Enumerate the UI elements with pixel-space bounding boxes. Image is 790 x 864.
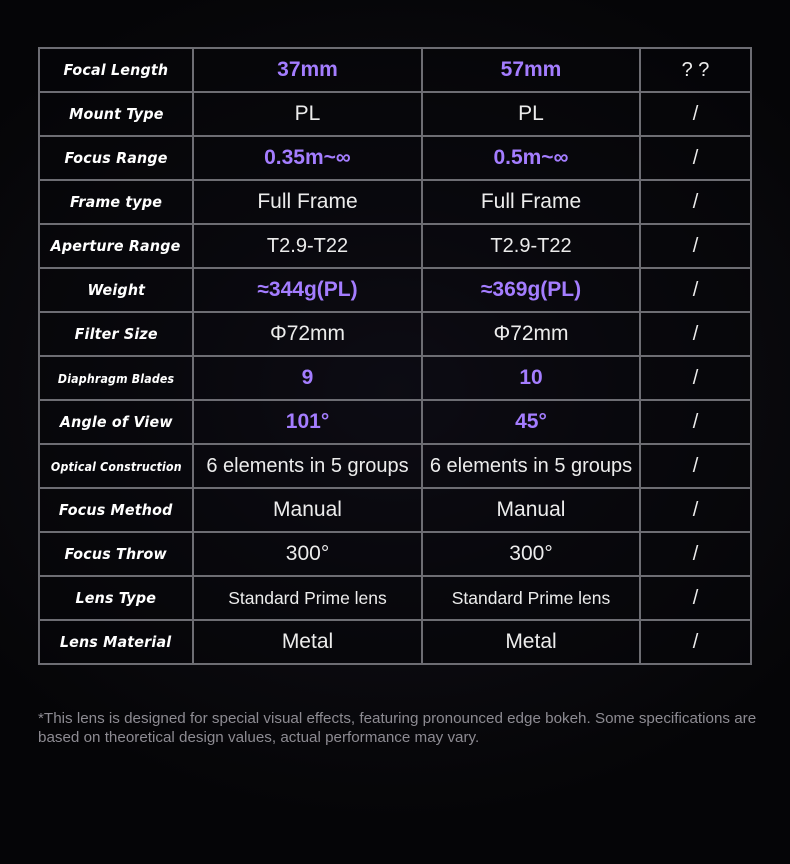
cell-col1: Φ72mm <box>193 312 422 356</box>
table-row <box>39 268 751 312</box>
table-row <box>39 532 751 576</box>
cell-col2: Metal <box>422 620 640 664</box>
cell-col3: / <box>640 180 751 224</box>
cell-col3: / <box>640 136 751 180</box>
cell-col1: Manual <box>193 488 422 532</box>
cell-col2: Standard Prime lens <box>422 576 640 620</box>
cell-col3: / <box>640 444 751 488</box>
cell-col2: ≈369g(PL) <box>422 268 640 312</box>
cell-col2: Manual <box>422 488 640 532</box>
cell-col2: PL <box>422 92 640 136</box>
cell-col3: / <box>640 488 751 532</box>
table-row <box>39 224 751 268</box>
cell-col3: / <box>640 400 751 444</box>
cell-col1: Metal <box>193 620 422 664</box>
cell-col2: 57mm <box>422 48 640 92</box>
row-label: Frame type <box>39 180 193 224</box>
cell-col1: 0.35m~∞ <box>193 136 422 180</box>
cell-col2: T2.9-T22 <box>422 224 640 268</box>
cell-col3: / <box>640 312 751 356</box>
table-row-focal-length <box>39 48 751 92</box>
table-row <box>39 356 751 400</box>
cell-col2: 45° <box>422 400 640 444</box>
table-row <box>39 576 751 620</box>
table-row <box>39 312 751 356</box>
cell-col3: / <box>640 224 751 268</box>
row-label: Optical Construction <box>39 444 193 488</box>
cell-col1: T2.9-T22 <box>193 224 422 268</box>
cell-col3: / <box>640 268 751 312</box>
row-label: Lens Material <box>39 620 193 664</box>
table-row <box>39 136 751 180</box>
table-row <box>39 400 751 444</box>
cell-col2: 6 elements in 5 groups <box>422 444 640 488</box>
row-label: Lens Type <box>39 576 193 620</box>
cell-col3: / <box>640 532 751 576</box>
table-row <box>39 444 751 488</box>
cell-col3: / <box>640 576 751 620</box>
cell-col2: Φ72mm <box>422 312 640 356</box>
row-label: Mount Type <box>39 92 193 136</box>
table-row <box>39 180 751 224</box>
row-label: Filter Size <box>39 312 193 356</box>
cell-col1: ≈344g(PL) <box>193 268 422 312</box>
cell-col3: / <box>640 620 751 664</box>
row-label: Angle of View <box>39 400 193 444</box>
row-label: Focal Length <box>39 48 193 92</box>
cell-col3: ? ? <box>640 48 751 92</box>
cell-col2: 0.5m~∞ <box>422 136 640 180</box>
table-row <box>39 488 751 532</box>
row-label: Weight <box>39 268 193 312</box>
cell-col1: Full Frame <box>193 180 422 224</box>
cell-col1: 300° <box>193 532 422 576</box>
row-label: Focus Throw <box>39 532 193 576</box>
row-label: Focus Method <box>39 488 193 532</box>
cell-col3: / <box>640 92 751 136</box>
cell-col2: 300° <box>422 532 640 576</box>
row-label: Aperture Range <box>39 224 193 268</box>
cell-col3: / <box>640 356 751 400</box>
table-row <box>39 92 751 136</box>
row-label: Focus Range <box>39 136 193 180</box>
cell-col1: PL <box>193 92 422 136</box>
cell-col1: 101° <box>193 400 422 444</box>
footnote: *This lens is designed for special visual effects, featuring pronounced edge bokeh. Some specifications are based on theoretical design values, actual performance may vary. <box>38 710 757 746</box>
table-row <box>39 620 751 664</box>
cell-col1: Standard Prime lens <box>193 576 422 620</box>
cell-col1: 37mm <box>193 48 422 92</box>
cell-col1: 9 <box>193 356 422 400</box>
spec-table <box>38 47 752 665</box>
cell-col1: 6 elements in 5 groups <box>193 444 422 488</box>
cell-col2: 10 <box>422 356 640 400</box>
row-label: Diaphragm Blades <box>39 356 193 400</box>
cell-col2: Full Frame <box>422 180 640 224</box>
